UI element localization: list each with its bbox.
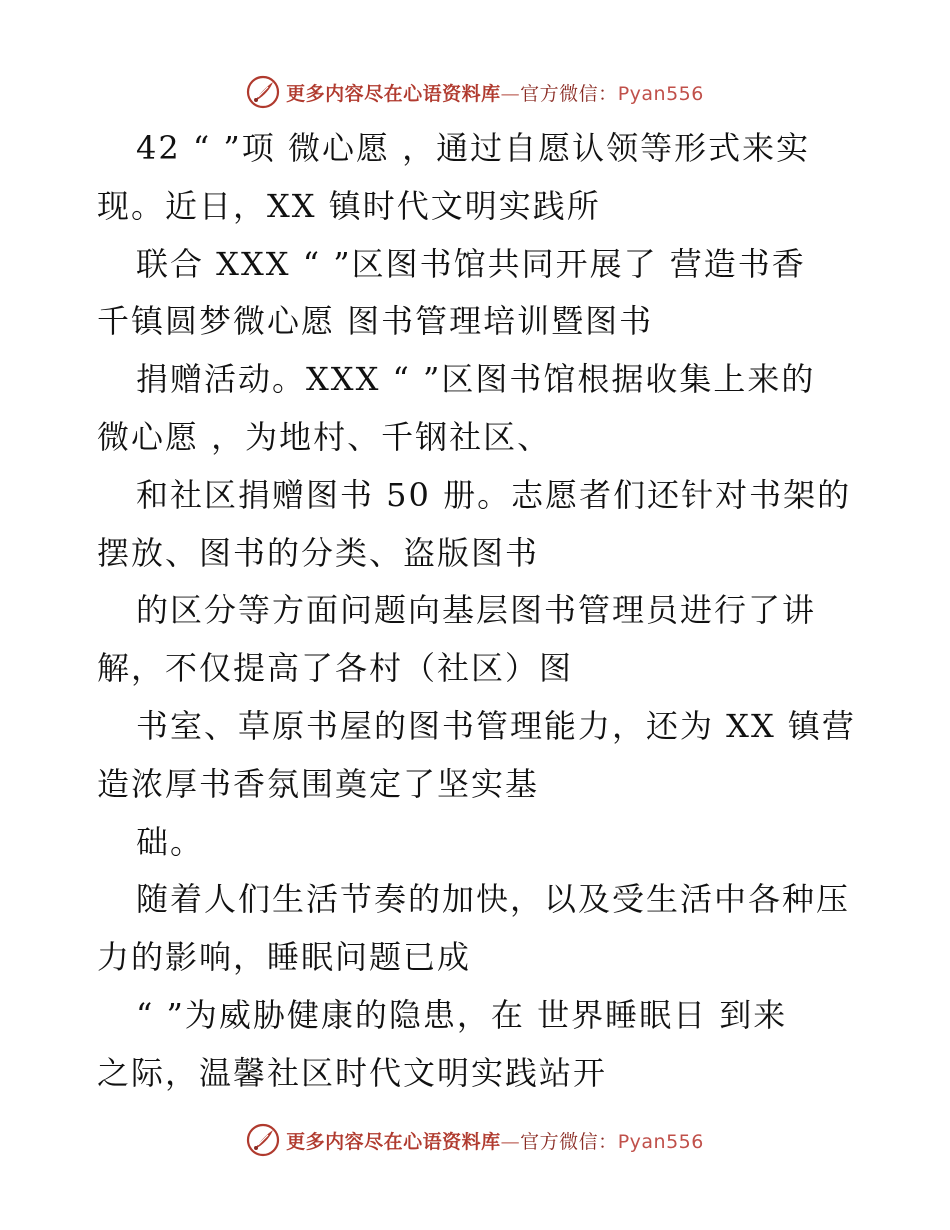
body-line: 捐赠活动。XXX “ ”区图书馆根据收集上来的 — [136, 360, 816, 399]
watermark-separator: — — [500, 1130, 521, 1153]
watermark-wechat-id: Pyan556 — [617, 1130, 704, 1153]
body-line: 础。 — [136, 822, 205, 861]
watermark-wechat-id: Pyan556 — [617, 82, 704, 105]
body-line: 现。近日，XX 镇时代文明实践所 — [97, 186, 601, 225]
body-line: 力的影响，睡眠问题已成 — [97, 938, 472, 977]
watermark-official-label: 官方微信： — [520, 82, 618, 105]
body-line: 随着人们生活节奏的加快，以及受生活中各种压 — [136, 880, 851, 919]
body-line: “ ”为威胁健康的隐患，在 世界睡眠日 到来 — [136, 995, 788, 1034]
document-body — [97, 120, 857, 1103]
feather-pen-logo-icon — [246, 1123, 280, 1157]
watermark-official-label: 官方微信： — [520, 1130, 618, 1153]
body-line: 摆放、图书的分类、盗版图书 — [97, 533, 540, 572]
body-line: 书室、草原书屋的图书管理能力，还为 XX 镇营 — [136, 706, 856, 745]
body-line: 解，不仅提高了各村（社区）图 — [97, 649, 574, 688]
body-line: 之际，温馨社区时代文明实践站开 — [97, 1053, 608, 1092]
header-watermark — [0, 70, 950, 114]
feather-pen-logo-icon — [246, 75, 280, 109]
body-line: 造浓厚书香氛围奠定了坚实基 — [97, 764, 540, 803]
body-line: 42 “ ”项 微心愿 ，通过自愿认领等形式来实 — [136, 129, 811, 167]
body-line: 和社区捐赠图书 50 册。志愿者们还针对书架的 — [136, 475, 852, 514]
body-line: 联合 XXX “ ”区图书馆共同开展了 营造书香 — [136, 244, 806, 283]
watermark-brand: 更多内容尽在心语资料库 — [286, 82, 501, 105]
body-line: 的区分等方面问题向基层图书管理员进行了讲 — [136, 591, 817, 630]
footer-watermark — [0, 1118, 950, 1162]
body-line: 微心愿 ，为地村、千钢社区、 — [97, 417, 552, 456]
body-line: 千镇圆梦微心愿 图书管理培训暨图书 — [97, 302, 654, 341]
watermark-separator: — — [500, 82, 521, 105]
watermark-brand: 更多内容尽在心语资料库 — [286, 1130, 501, 1153]
